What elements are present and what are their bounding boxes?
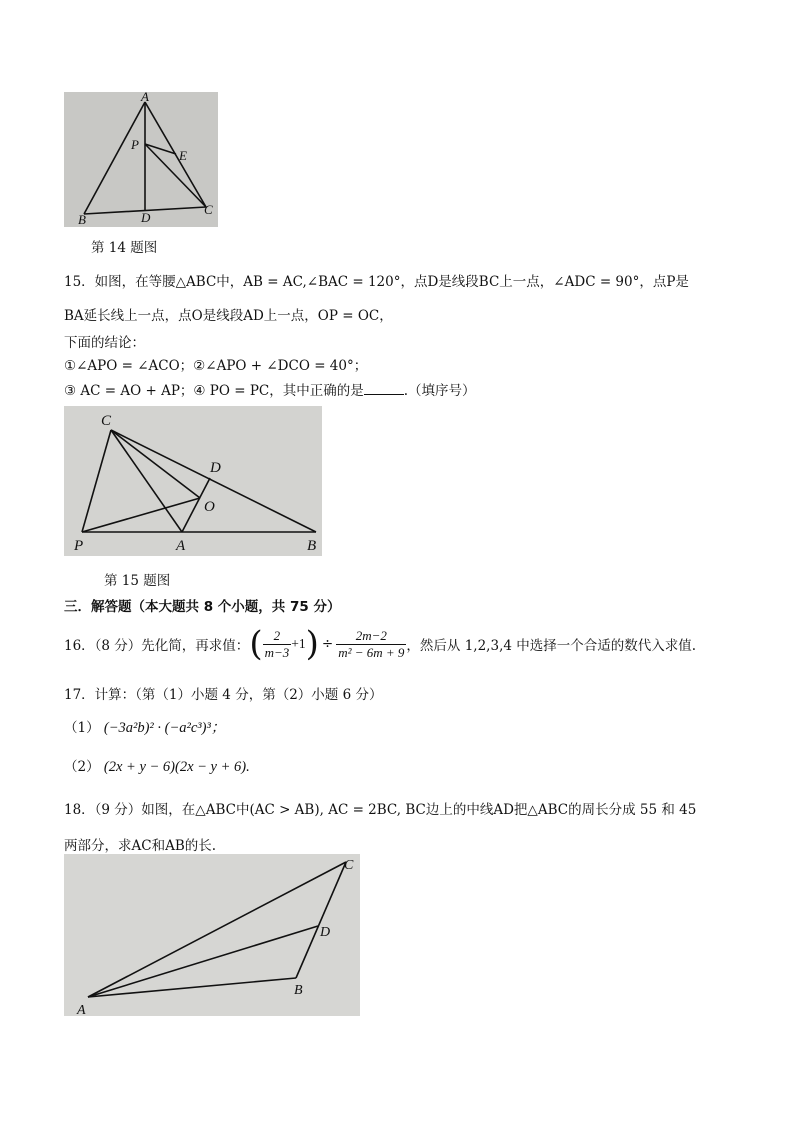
q17-line1: 17．计算：（第（1）小题 4 分，第（2）小题 6 分） bbox=[64, 687, 383, 703]
label-d: D bbox=[210, 460, 221, 476]
q15-line1: 15．如图，在等腰△ABC中，AB = AC,∠BAC = 120°，点D是线段BC上一点，∠ADC = 90°，点P是 bbox=[64, 274, 689, 290]
figure-14 bbox=[64, 92, 218, 227]
label-b: B bbox=[294, 983, 303, 998]
q18-line2: 两部分，求AC和AB的长. bbox=[64, 838, 217, 854]
fraction-1 bbox=[263, 628, 292, 661]
q17-part1-expression: (−3a²b)² · (−a²c³)³； bbox=[103, 720, 226, 736]
figure-15 bbox=[64, 406, 322, 556]
figure-18 bbox=[64, 854, 360, 1016]
fraction-2 bbox=[336, 628, 406, 661]
fraction-2-denominator: m² − 6m + 9 bbox=[338, 644, 405, 660]
figure-15-caption: 第 15 题图 bbox=[104, 573, 171, 589]
label-c: C bbox=[204, 202, 213, 217]
q16-prefix: 16．（8 分）先化简，再求值： bbox=[64, 638, 250, 654]
fraction-1-denominator: m−3 bbox=[264, 644, 290, 660]
fraction-2-numerator: 2m−2 bbox=[336, 628, 406, 645]
q15-line5-suffix: .（填序号） bbox=[403, 383, 476, 399]
q16 bbox=[64, 624, 696, 664]
label-a: A bbox=[176, 538, 186, 554]
fraction-1-numerator: 2 bbox=[263, 628, 292, 645]
divide-sign: ÷ bbox=[321, 636, 334, 652]
figure-14-caption: 第 14 题图 bbox=[91, 240, 158, 256]
label-p: P bbox=[131, 137, 139, 152]
label-c: C bbox=[344, 858, 354, 873]
q17-part1 bbox=[64, 716, 225, 737]
q15-line5-text: ③ AC = AO + AP；④ PO = PC，其中正确的是 bbox=[64, 383, 364, 399]
q17-part1-label: （1） bbox=[64, 720, 100, 736]
q15-line2: BA延长线上一点，点O是线段AD上一点，OP = OC， bbox=[64, 308, 393, 324]
label-b: B bbox=[78, 212, 86, 227]
paren-right: ) bbox=[305, 624, 319, 664]
label-d: D bbox=[320, 925, 331, 940]
answer-blank[interactable] bbox=[364, 382, 404, 395]
q17-part2-label: （2） bbox=[64, 759, 100, 775]
paren-left: ( bbox=[249, 624, 263, 664]
q15-line4: ①∠APO = ∠ACO；②∠APO + ∠DCO = 40°； bbox=[64, 358, 368, 374]
label-o: O bbox=[204, 499, 215, 515]
label-a: A bbox=[77, 1003, 86, 1016]
q17-part2 bbox=[64, 755, 250, 776]
label-a: A bbox=[141, 92, 149, 104]
q15-line5 bbox=[64, 379, 476, 399]
label-p: P bbox=[74, 538, 84, 554]
q18-line1: 18．（9 分）如图，在△ABC中(AC > AB), AC = 2BC, BC边上的中线AD把△ABC的周长分成 55 和 45 bbox=[64, 802, 697, 818]
q17-part2-expression: (2x + y − 6)(2x − y + 6). bbox=[103, 759, 250, 775]
q15-line3: 下面的结论： bbox=[64, 335, 145, 351]
section-3-heading: 三．解答题（本大题共 8 个小题，共 75 分） bbox=[64, 599, 341, 615]
label-d: D bbox=[141, 210, 151, 225]
q16-suffix: ，然后从 1,2,3,4 中选择一个合适的数代入求值. bbox=[406, 638, 697, 654]
plus-one: +1 bbox=[291, 636, 306, 651]
label-e: E bbox=[179, 148, 187, 163]
label-c: C bbox=[101, 413, 112, 429]
label-b: B bbox=[307, 538, 317, 554]
